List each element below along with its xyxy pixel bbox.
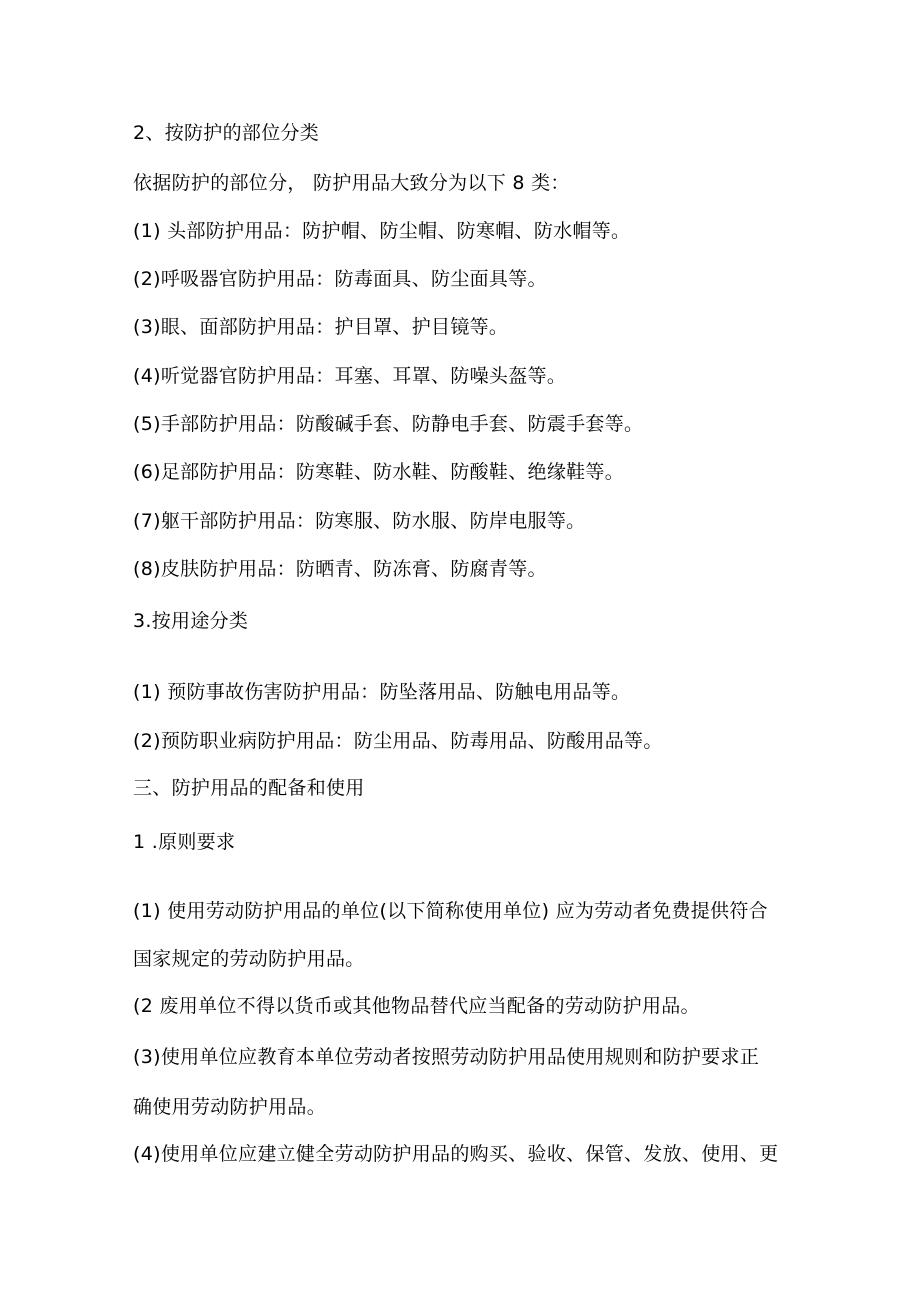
list-item: (6)足部防护用品：防寒鞋、防水鞋、防酸鞋、绝缘鞋等。 bbox=[133, 461, 625, 483]
list-item: (2)呼吸器官防护用品：防毒面具、防尘面具等。 bbox=[133, 268, 547, 290]
list-item: (1) 预防事故伤害防护用品：防坠落用品、防触电用品等。 bbox=[133, 681, 631, 703]
list-item: (1) 头部防护用品：防护帽、防尘帽、防寒帽、防水帽等。 bbox=[133, 220, 631, 242]
paragraph-line: (3)使用单位应教育本单位劳动者按照劳动防护用品使用规则和防护要求正 bbox=[133, 1046, 760, 1068]
list-item: (5)手部防护用品：防酸碱手套、防静电手套、防震手套等。 bbox=[133, 413, 644, 435]
subsection-heading: 1 .原则要求 bbox=[133, 831, 236, 853]
section-heading-by-body-part: 2、按防护的部位分类 bbox=[133, 122, 320, 144]
paragraph-line: (1) 使用劳动防护用品的单位(以下简称使用单位) 应为劳动者免费提供符合 bbox=[133, 900, 768, 922]
paragraph-line: 确使用劳动防护用品。 bbox=[133, 1096, 327, 1118]
chapter-heading: 三、防护用品的配备和使用 bbox=[133, 777, 365, 799]
paragraph-line: 国家规定的劳动防护用品。 bbox=[133, 948, 365, 970]
list-item: (3)眼、面部防护用品：护目罩、护目镜等。 bbox=[133, 316, 509, 338]
list-item: (2)预防职业病防护用品：防尘用品、防毒用品、防酸用品等。 bbox=[133, 730, 663, 752]
paragraph-intro: 依据防护的部位分， 防护用品大致分为以下 8 类： bbox=[133, 172, 570, 194]
list-item: (4)听觉器官防护用品：耳塞、耳罩、防噪头盔等。 bbox=[133, 365, 567, 387]
paragraph-line: (2 废用单位不得以货币或其他物品替代应当配备的劳动防护用品。 bbox=[133, 995, 700, 1017]
list-item: (7)躯干部防护用品：防寒服、防水服、防岸电服等。 bbox=[133, 510, 586, 532]
section-heading-by-purpose: 3.按用途分类 bbox=[133, 610, 249, 632]
paragraph-line: (4)使用单位应建立健全劳动防护用品的购买、验收、保管、发放、使用、更 bbox=[133, 1143, 779, 1165]
list-item: (8)皮肤防护用品：防晒青、防冻膏、防腐青等。 bbox=[133, 558, 547, 580]
